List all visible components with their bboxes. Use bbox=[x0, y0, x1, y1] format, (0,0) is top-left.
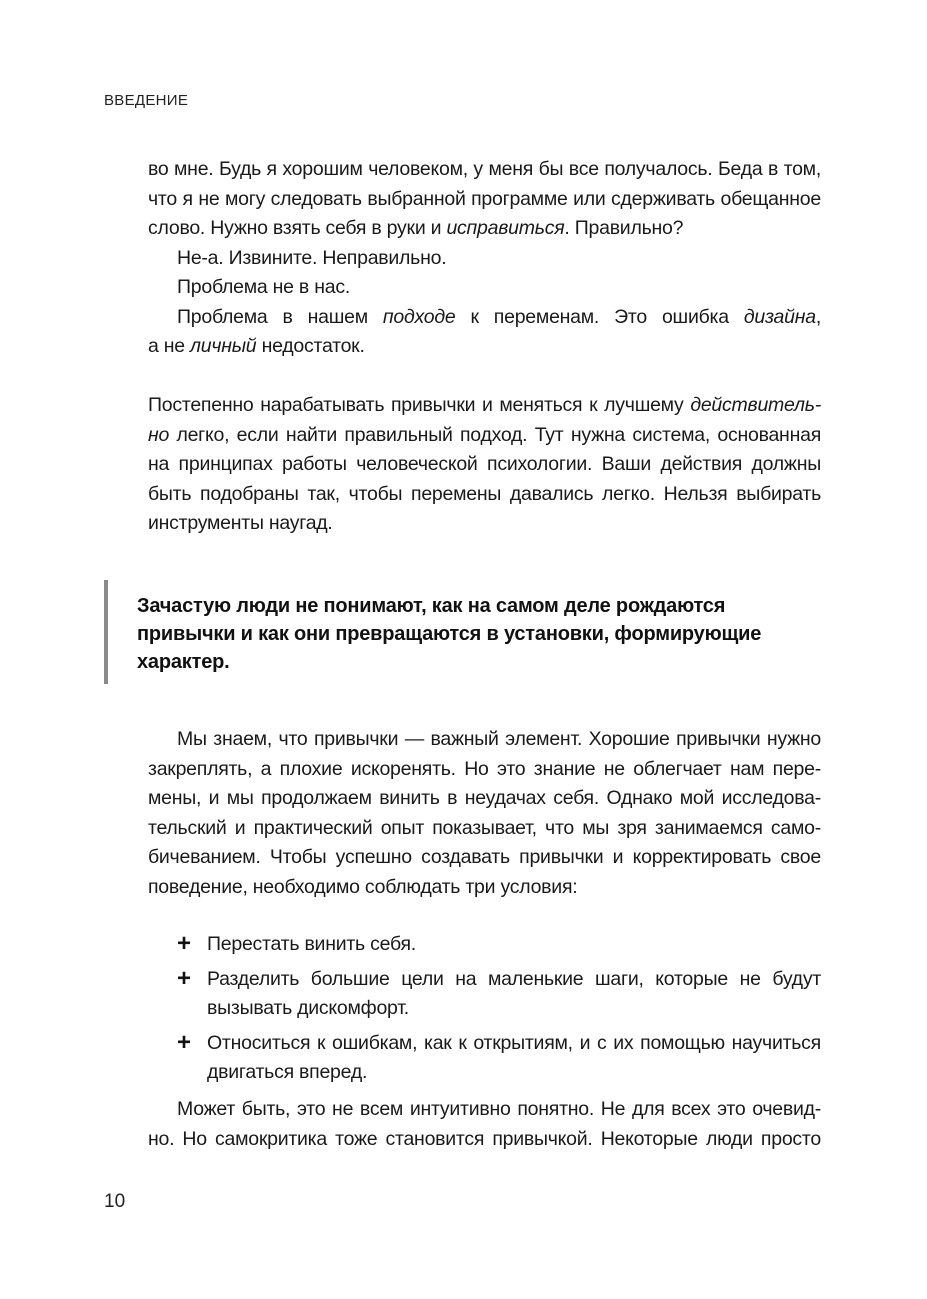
list-item bbox=[148, 965, 821, 1024]
paragraph: Проблема в нашем подходе к переменам. Это ошибка дизайна, bbox=[177, 305, 821, 328]
emphasis: личный bbox=[190, 335, 257, 357]
pull-quote-text bbox=[137, 592, 827, 676]
page-number: 10 bbox=[104, 1191, 126, 1212]
paragraph: Проблема не в нас. bbox=[177, 276, 350, 298]
body-line: на принципах работы человеческой психологии. Ваши действия должны bbox=[148, 453, 821, 475]
body-line: что я не могу следовать выбранной программе или сдерживать обещанное bbox=[148, 187, 821, 210]
emphasis: действитель- bbox=[690, 394, 821, 416]
list-item-text: Относиться к ошибкам, как к открытиям, и с их помощью научиться bbox=[207, 1031, 821, 1054]
text-block-3 bbox=[148, 725, 821, 902]
body-line: а не личный недостаток. bbox=[148, 335, 365, 357]
body-line: но легко, если найти правильный подход. Тут нужна система, основанная bbox=[148, 423, 821, 446]
body-line: мены, и мы продолжаем винить в неудачах себя. Однако мой исследова- bbox=[148, 787, 821, 809]
pull-quote bbox=[104, 580, 821, 684]
body-line: поведение, необходимо соблюдать три условия: bbox=[148, 875, 578, 898]
body-line: но. Но самокритика тоже становится привычкой. Некоторые люди просто bbox=[148, 1127, 821, 1150]
body-line: закреплять, а плохие искоренять. Но это знание не облегчает нам пере- bbox=[148, 757, 821, 780]
running-head: ВВЕДЕНИЕ bbox=[104, 92, 189, 109]
body-line: во мне. Будь я хорошим человеком, у меня бы все получалось. Беда в том, bbox=[148, 158, 821, 180]
body-line: бичеванием. Чтобы успешно создавать привычки и корректировать свое bbox=[148, 846, 821, 868]
list-item-text: двигаться вперед. bbox=[207, 1061, 368, 1083]
body-line: быть подобраны так, чтобы перемены давались легко. Нельзя выбирать bbox=[148, 482, 821, 505]
body-line: Постепенно нарабатывать привычки и меняться к лучшему действитель- bbox=[148, 394, 821, 416]
body-line: инструменты наугад. bbox=[148, 512, 333, 534]
emphasis: дизайна bbox=[743, 305, 816, 328]
text-block-1 bbox=[148, 155, 821, 362]
quote-bar bbox=[104, 580, 108, 684]
body-line: слово. Нужно взять себя в руки и исправиться. Правильно? bbox=[148, 217, 684, 239]
list-item-text: Разделить большие цели на маленькие шаги, которые не будут bbox=[207, 967, 821, 990]
text-block-2 bbox=[148, 391, 821, 539]
body-line: Может быть, это не всем интуитивно понятно. Не для всех это очевид- bbox=[177, 1098, 821, 1120]
emphasis: но bbox=[148, 423, 170, 446]
list-item-text: Перестать винить себя. bbox=[207, 933, 416, 955]
body-line: тельский и практический опыт показывает, что мы зря занимаемся само- bbox=[148, 816, 821, 839]
quote-line: Зачастую люди не понимают, как на самом деле рождаются bbox=[137, 595, 726, 617]
paragraph: Не-а. Извините. Неправильно. bbox=[177, 246, 447, 269]
list-item bbox=[148, 1029, 821, 1088]
list-item bbox=[148, 930, 821, 960]
bullet-list bbox=[148, 930, 821, 1093]
quote-line: привычки и как они превращаются в установки, формирующие bbox=[137, 623, 762, 645]
text-block-4 bbox=[148, 1095, 821, 1154]
plus-icon: + bbox=[177, 964, 191, 992]
quote-line: характер. bbox=[137, 651, 230, 673]
plus-icon: + bbox=[177, 930, 191, 957]
emphasis: подходе bbox=[382, 305, 456, 328]
list-item-text: вызывать дискомфорт. bbox=[207, 997, 409, 1019]
emphasis: исправиться bbox=[446, 217, 565, 239]
plus-icon: + bbox=[177, 1028, 191, 1056]
body-line: Мы знаем, что привычки — важный элемент. Хорошие привычки нужно bbox=[177, 728, 821, 750]
